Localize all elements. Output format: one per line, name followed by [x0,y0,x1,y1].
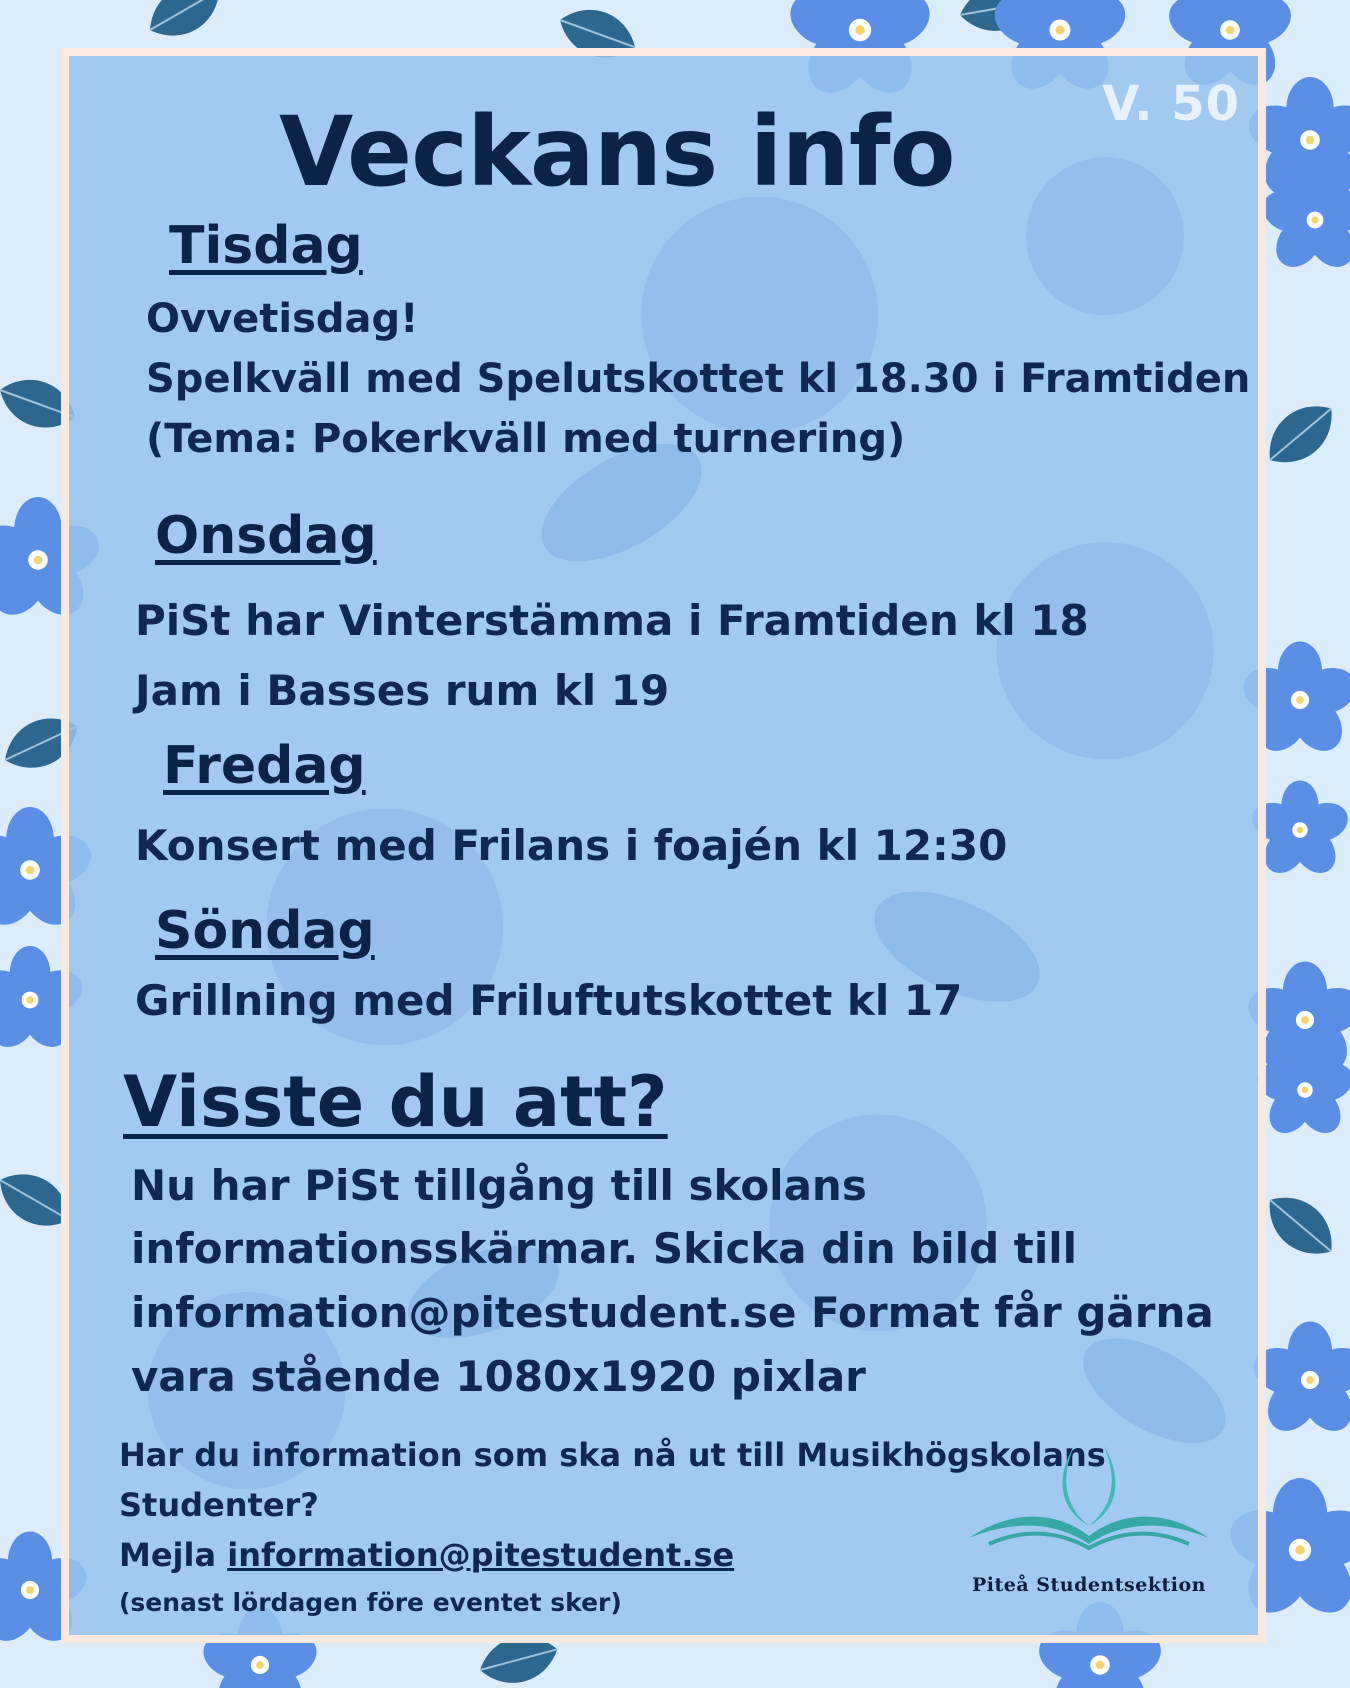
open-book-flame-icon [959,1426,1219,1566]
day-heading-tisdag: Tisdag [169,216,363,276]
event-line: Konsert med Frilans i foajén kl 12:30 [135,821,1008,870]
page-title: Veckans info [279,96,955,208]
event-line: Spelkväll med Spelutskottet kl 18.30 i Framtiden [146,356,1251,402]
pitea-studentsektion-logo [959,1426,1219,1596]
footer-line: Studenter? [119,1486,319,1524]
event-line: PiSt har Vinterstämma i Framtiden kl 18 [135,596,1089,645]
visste-line: information@pitestudent.se Format får gärna [131,1288,1214,1337]
email-link[interactable]: information@pitestudent.se [227,1536,735,1574]
day-heading-sondag: Söndag [155,901,375,961]
visste-line: informationsskärmar. Skicka din bild till [131,1224,1078,1273]
visste-line: Nu har PiSt tillgång till skolans [131,1161,867,1210]
day-heading-fredag: Fredag [163,736,366,796]
mail-prefix: Mejla [119,1536,228,1574]
week-number: V. 50 [1102,76,1240,132]
footer-mail-line [119,1536,734,1574]
event-line: Jam i Basses rum kl 19 [135,666,670,715]
visste-heading: Visste du att? [123,1061,668,1143]
visste-line: vara stående 1080x1920 pixlar [131,1352,866,1401]
deadline-note: (senast lördagen före eventet sker) [119,1588,622,1617]
event-line: (Tema: Pokerkväll med turnering) [146,416,906,462]
event-line: Ovvetisdag! [146,296,419,342]
info-panel [61,48,1266,1643]
event-line: Grillning med Friluftutskottet kl 17 [135,976,963,1025]
logo-text: Piteå Studentsektion [971,1574,1206,1596]
day-heading-onsdag: Onsdag [155,506,377,566]
footer-line: Har du information som ska nå ut till Musikhögskolans [119,1436,1106,1474]
